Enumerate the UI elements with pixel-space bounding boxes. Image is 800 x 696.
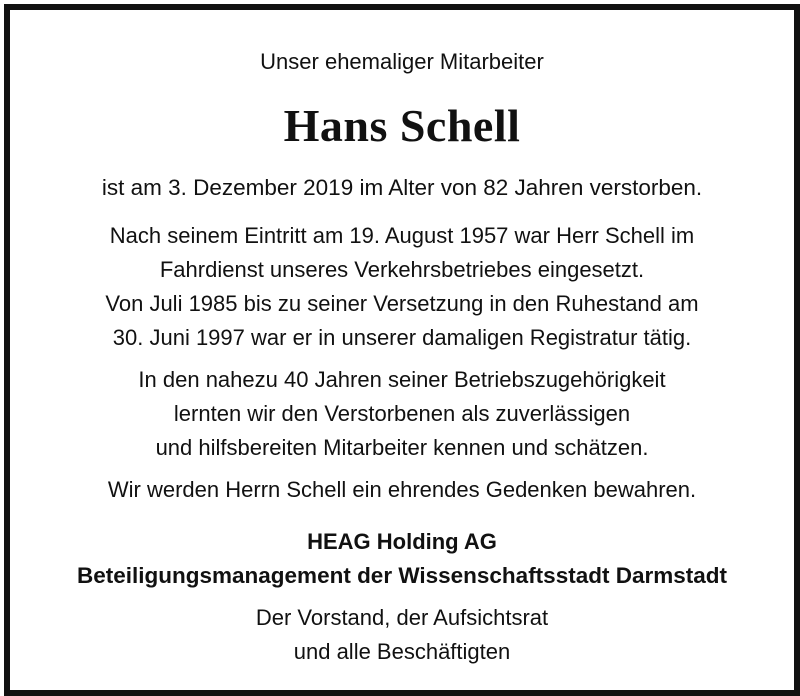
obituary-notice-frame	[4, 4, 800, 696]
tribute-paragraph-line-3: und hilfsbereiten Mitarbeiter kennen und schätzen.	[155, 435, 649, 460]
intro-line: Unser ehemaliger Mitarbeiter	[260, 49, 544, 74]
obituary-notice-content	[10, 10, 794, 690]
career-paragraph-line-2: Fahrdienst unseres Verkehrsbetriebes eingesetzt.	[159, 257, 645, 282]
signatory-line-1: Der Vorstand, der Aufsichtsrat	[255, 605, 549, 630]
career-paragraph-line-4: 30. Juni 1997 war er in unserer damaligen Registratur tätig.	[112, 325, 692, 350]
signatory-line-2: und alle Beschäftigten	[293, 639, 511, 664]
organization-name: HEAG Holding AG	[307, 529, 497, 554]
remembrance-line: Wir werden Herrn Schell ein ehrendes Gedenken bewahren.	[107, 477, 697, 502]
deceased-name: Hans Schell	[283, 100, 521, 151]
death-date-line: ist am 3. Dezember 2019 im Alter von 82 Jahren verstorben.	[101, 175, 703, 200]
organization-subtitle: Beteiligungsmanagement der Wissenschaftsstadt Darmstadt	[77, 563, 727, 588]
career-paragraph-line-3: Von Juli 1985 bis zu seiner Versetzung in den Ruhestand am	[105, 291, 699, 316]
career-paragraph-line-1: Nach seinem Eintritt am 19. August 1957 war Herr Schell im	[109, 223, 695, 248]
tribute-paragraph-line-2: lernten wir den Verstorbenen als zuverlässigen	[173, 401, 631, 426]
tribute-paragraph-line-1: In den nahezu 40 Jahren seiner Betriebszugehörigkeit	[138, 367, 666, 392]
